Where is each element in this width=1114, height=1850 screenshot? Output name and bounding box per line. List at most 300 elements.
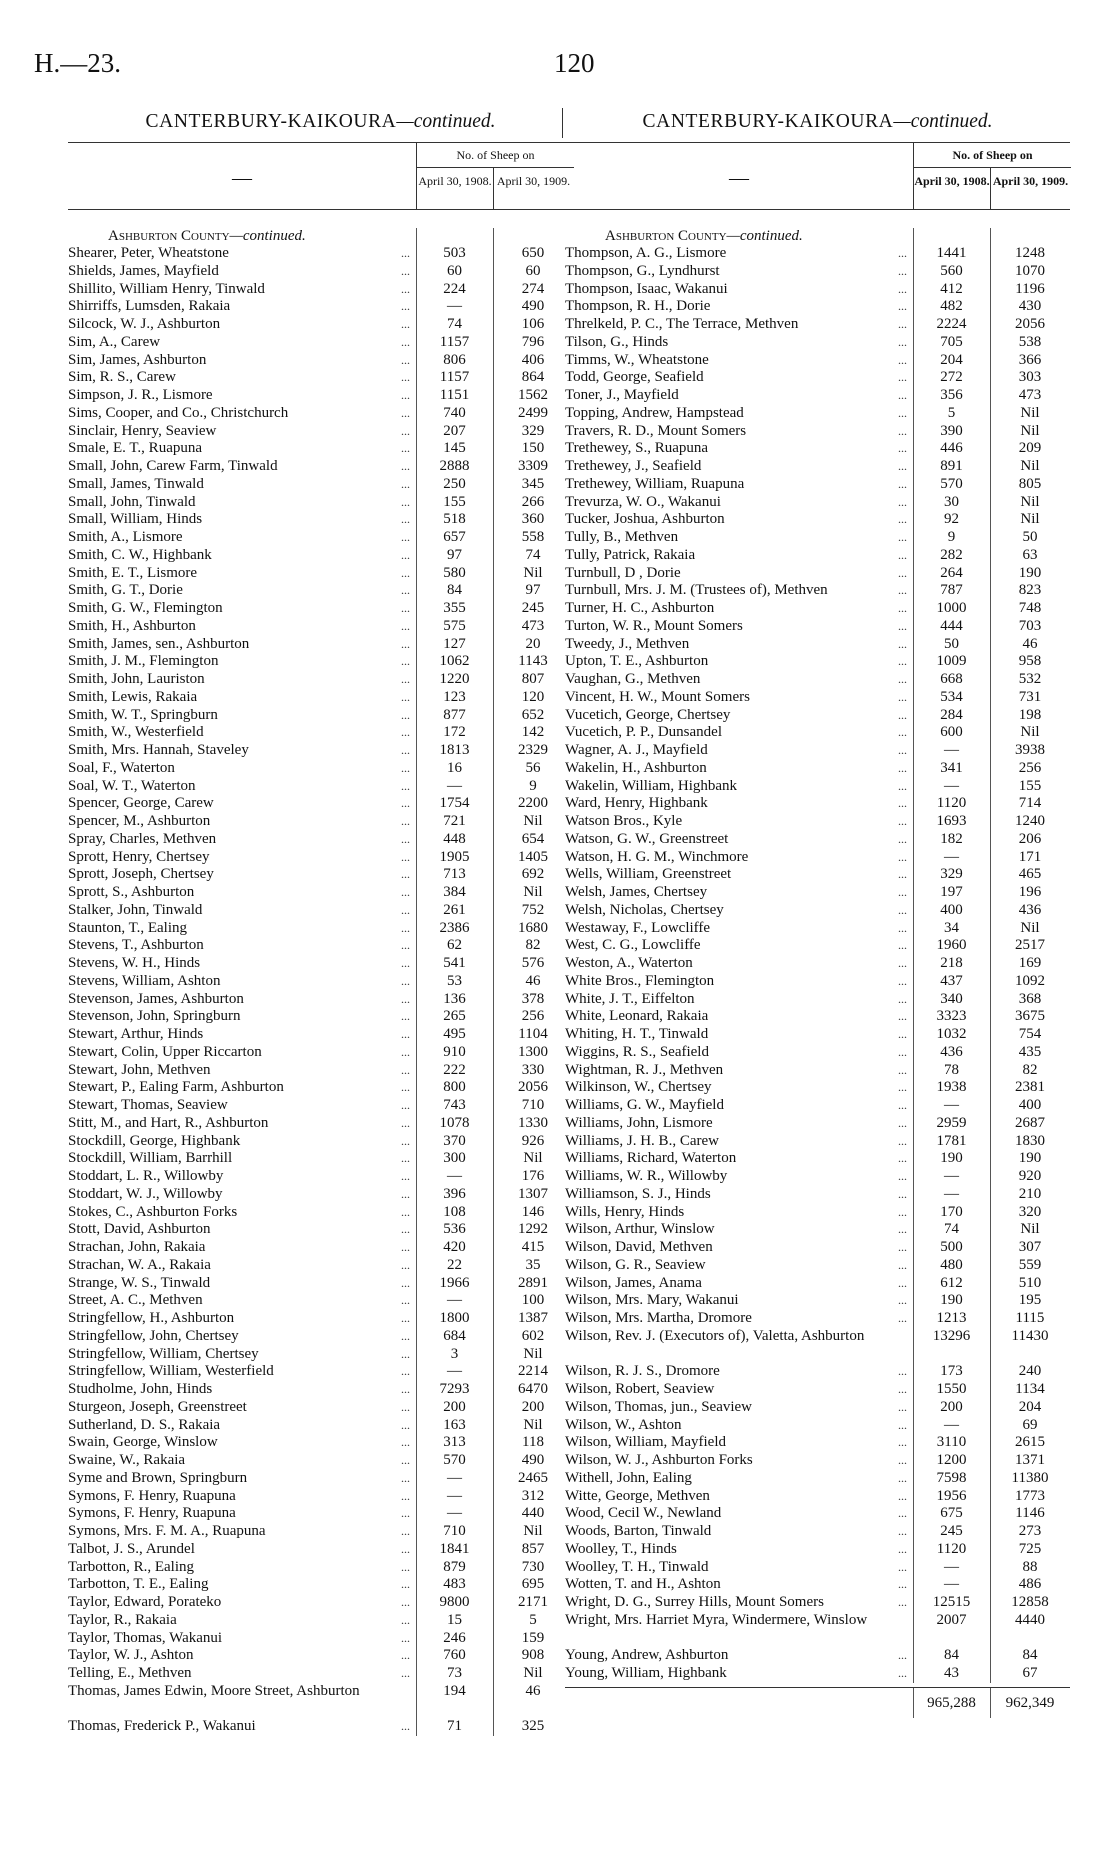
sheep-1909: Nil — [1020, 458, 1040, 474]
owner-name: Stevenson, John, Springburn ... — [68, 1008, 416, 1026]
sheep-1909: 176 — [521, 1168, 545, 1184]
owner-name: Williams, Richard, Waterton ... — [565, 1150, 913, 1168]
sheep-1908: 541 — [443, 955, 466, 971]
table-row — [68, 866, 573, 884]
owner-name: Wilson, Mrs. Martha, Dromore ... — [565, 1310, 913, 1328]
sheep-1909: 368 — [1018, 990, 1042, 1007]
sheep-1909: 106 — [521, 316, 545, 332]
table-row — [68, 1488, 573, 1506]
sheep-1909: 1070 — [1015, 262, 1045, 279]
table-row — [565, 1221, 1070, 1239]
owner-name: Welsh, James, Chertsey ... — [565, 884, 913, 902]
sheep-1909: 50 — [1022, 529, 1038, 545]
sheep-1908: 580 — [443, 564, 466, 581]
table-row — [68, 582, 573, 600]
sheep-1908: 612 — [940, 1274, 963, 1291]
sheep-1909: Nil — [523, 564, 543, 581]
year-1908-header: April 30, 1908. — [913, 168, 990, 209]
sheep-1908: 329 — [940, 866, 963, 883]
table-row — [565, 813, 1070, 831]
owner-name: Woolley, T., Hinds ... — [565, 1541, 913, 1559]
sheep-1909: 210 — [1018, 1185, 1042, 1202]
sheep-1909: 69 — [1022, 1416, 1038, 1433]
table-row — [68, 778, 573, 796]
sheep-1909: Nil — [1020, 422, 1040, 439]
owner-name: Stringfellow, William, Chertsey ... — [68, 1346, 416, 1364]
table-row — [565, 778, 1070, 796]
table-row — [68, 600, 573, 618]
sheep-1908: 384 — [443, 884, 466, 900]
table-row — [565, 955, 1070, 973]
table-row — [565, 334, 1070, 352]
owner-name: Thompson, Isaac, Wakanui ... — [565, 281, 913, 299]
owner-name: Syme and Brown, Springburn ... — [68, 1470, 416, 1488]
table-row — [68, 671, 573, 689]
owner-name: Stewart, Colin, Upper Riccarton ... — [68, 1044, 416, 1062]
sheep-1909: 958 — [1018, 653, 1042, 670]
sheep-1908: 218 — [940, 955, 963, 971]
owner-name: Sinclair, Henry, Seaview ... — [68, 423, 416, 441]
table-row — [565, 1292, 1070, 1310]
owner-name: Tarbotton, R., Ealing ... — [68, 1559, 416, 1577]
sheep-1908: 446 — [940, 440, 963, 457]
sheep-1908: 1151 — [439, 387, 470, 403]
table-row — [68, 281, 573, 299]
table-row — [68, 902, 573, 920]
sheep-1908: — — [944, 1097, 959, 1113]
owner-name: Soal, F., Waterton ... — [68, 760, 416, 778]
sheep-1908: 200 — [940, 1398, 963, 1415]
sheep-1908: 910 — [443, 1043, 466, 1060]
owner-name: Smith, A., Lismore ... — [68, 529, 416, 547]
table-row — [68, 1417, 573, 1435]
table-row — [565, 671, 1070, 689]
sheep-1908: 246 — [443, 1629, 466, 1646]
table-row — [565, 1275, 1070, 1293]
sheep-1908: 73 — [447, 1665, 462, 1681]
sheep-1908: 721 — [443, 813, 466, 829]
table-row — [68, 511, 573, 529]
table-row — [565, 1150, 1070, 1168]
sheep-1909: 200 — [521, 1398, 545, 1415]
sheep-1909: 118 — [522, 1434, 544, 1451]
owner-name: Turnbull, Mrs. J. M. (Trustees of), Methven ... — [565, 582, 913, 600]
owner-name: Taylor, W. J., Ashton ... — [68, 1647, 416, 1665]
owner-name: Stewart, Thomas, Seaview ... — [68, 1097, 416, 1115]
owner-name: Wills, Henry, Hinds ... — [565, 1204, 913, 1222]
table-row — [565, 387, 1070, 405]
owner-name: Shields, James, Mayfield ... — [68, 263, 416, 281]
sheep-1908: 518 — [443, 511, 466, 528]
sheep-1908: 710 — [443, 1523, 466, 1539]
right-table-header — [565, 142, 1070, 210]
owner-name: Smith, E. T., Lismore ... — [68, 565, 416, 583]
owner-name: Wagner, A. J., Mayfield ... — [565, 742, 913, 760]
owner-name: Williams, J. H. B., Carew ... — [565, 1133, 913, 1151]
sheep-1908: 570 — [940, 475, 963, 492]
table-row — [68, 795, 573, 813]
sheep-1909: 652 — [521, 706, 545, 723]
table-row — [68, 1115, 573, 1133]
sheep-1909: 67 — [1022, 1665, 1038, 1681]
owner-name: Trevurza, W. O., Wakanui ... — [565, 494, 913, 512]
owner-name: Tilson, G., Hinds ... — [565, 334, 913, 352]
sheep-1909: 807 — [521, 671, 545, 687]
owner-name: Weston, A., Waterton ... — [565, 955, 913, 973]
owner-name: Welsh, Nicholas, Chertsey ... — [565, 902, 913, 920]
sheep-count-header: No. of Sheep on — [416, 143, 574, 168]
owner-name: Smith, Mrs. Hannah, Staveley ... — [68, 742, 416, 760]
sheep-1908: 3 — [450, 1345, 459, 1362]
table-row — [565, 600, 1070, 618]
owner-name: Symons, F. Henry, Ruapuna ... — [68, 1505, 416, 1523]
table-row — [565, 937, 1070, 955]
table-row — [565, 689, 1070, 707]
sheep-1909: 576 — [521, 955, 545, 971]
table-row — [565, 1452, 1070, 1470]
owner-name: Thompson, R. H., Dorie ... — [565, 298, 913, 316]
sheep-1909: 307 — [1018, 1239, 1042, 1255]
sheep-1909: 1562 — [518, 387, 548, 403]
owner-name: Taylor, Thomas, Wakanui ... — [68, 1630, 416, 1648]
sheep-1908: 1062 — [439, 653, 470, 670]
sheep-1908: — — [944, 742, 959, 758]
owner-name: Williams, W. R., Willowby ... — [565, 1168, 913, 1186]
owner-name: Timms, W., Wheatstone ... — [565, 352, 913, 370]
sheep-1908: 272 — [940, 369, 963, 386]
table-row — [68, 1505, 573, 1523]
owner-name: Young, Andrew, Ashburton ... — [565, 1647, 913, 1665]
table-row — [68, 636, 573, 654]
table-row — [68, 1292, 573, 1310]
sheep-1908: 84 — [447, 582, 462, 599]
owner-name: Trethewey, William, Ruapuna ... — [565, 476, 913, 494]
sheep-1909: 330 — [521, 1061, 545, 1078]
sheep-1908: 1966 — [439, 1274, 470, 1291]
sheep-1909: 926 — [521, 1132, 545, 1149]
sheep-1908: 412 — [940, 280, 963, 297]
table-row — [565, 529, 1070, 547]
owner-name: Wakelin, William, Highbank ... — [565, 778, 913, 796]
owner-name: Wilson, David, Methven ... — [565, 1239, 913, 1257]
sheep-1908: 172 — [443, 724, 466, 741]
owner-name: Silcock, W. J., Ashburton ... — [68, 316, 416, 334]
table-row — [68, 1257, 573, 1275]
sheep-1909: 345 — [521, 475, 545, 492]
table-row — [68, 1168, 573, 1186]
sheep-1909: 4440 — [1015, 1611, 1045, 1628]
sheep-1908: 500 — [940, 1239, 963, 1255]
owner-name: Soal, W. T., Waterton ... — [68, 778, 416, 796]
year-1908-header: April 30, 1908. — [416, 168, 493, 209]
sheep-1908: 891 — [940, 458, 963, 474]
sheep-1909: Nil — [523, 1523, 543, 1539]
sheep-1909: 35 — [525, 1256, 541, 1273]
table-row — [68, 1026, 573, 1044]
table-row — [565, 1115, 1070, 1133]
table-row — [565, 1576, 1070, 1594]
sheep-1908: 145 — [443, 440, 466, 457]
table-row — [565, 1523, 1070, 1541]
sheep-1908: 155 — [443, 493, 466, 510]
table-row — [565, 795, 1070, 813]
table-row — [565, 440, 1070, 458]
sheep-1908: 222 — [443, 1061, 466, 1078]
owner-name: Stevens, William, Ashton ... — [68, 973, 416, 991]
sheep-1909: 171 — [1018, 848, 1042, 865]
owner-name: Upton, T. E., Ashburton ... — [565, 653, 913, 671]
table-row — [565, 1399, 1070, 1417]
table-row — [68, 742, 573, 760]
table-row — [68, 1381, 573, 1399]
sheep-1908: 1200 — [936, 1452, 967, 1468]
owner-name: Todd, George, Seafield ... — [565, 369, 913, 387]
owner-name: Wilkinson, W., Chertsey ... — [565, 1079, 913, 1097]
owner-name: Withell, John, Ealing ... — [565, 1470, 913, 1488]
sheep-1909: Nil — [1020, 404, 1040, 421]
sheep-1909: 650 — [521, 245, 545, 261]
owner-name: Woolley, T. H., Tinwald ... — [565, 1559, 913, 1577]
table-row — [68, 1363, 573, 1381]
sheep-1909: 325 — [521, 1718, 545, 1735]
sheep-1909: 1830 — [1015, 1132, 1045, 1149]
sheep-1909: 1143 — [518, 653, 548, 670]
sheep-1908: 1781 — [936, 1132, 967, 1149]
sheep-1909: 430 — [1018, 298, 1042, 315]
table-row — [68, 1647, 573, 1665]
sheep-1908: 743 — [443, 1097, 466, 1113]
owner-name: Topping, Andrew, Hampstead ... — [565, 405, 913, 423]
sheep-1908: 1813 — [439, 742, 470, 758]
sheep-1909: 159 — [521, 1629, 545, 1646]
table-row — [565, 1008, 1070, 1026]
sheep-1908: 1220 — [439, 671, 470, 687]
sheep-1909: 436 — [1018, 901, 1042, 918]
sheep-1909: 6470 — [518, 1381, 548, 1397]
sheep-1908: 705 — [940, 333, 963, 350]
owner-name: Swaine, W., Rakaia ... — [68, 1452, 416, 1470]
sheep-1909: 1292 — [518, 1221, 548, 1238]
sheep-1909: Nil — [1020, 511, 1040, 528]
table-row — [68, 1470, 573, 1488]
sheep-1909: 204 — [1018, 1398, 1042, 1415]
table-row — [68, 707, 573, 725]
sheep-1909: 731 — [1018, 688, 1042, 705]
sheep-1908: 420 — [443, 1239, 466, 1255]
table-row — [68, 831, 573, 849]
sheep-1909: Nil — [523, 1345, 543, 1362]
sheep-1908: 1550 — [936, 1381, 967, 1397]
sheep-1908: 170 — [940, 1203, 963, 1220]
table-row — [565, 1026, 1070, 1044]
table-row — [565, 263, 1070, 281]
table-row — [565, 1559, 1070, 1577]
table-row — [565, 316, 1070, 334]
sheep-1909: 303 — [1018, 369, 1042, 386]
owner-name: Stokes, C., Ashburton Forks ... — [68, 1204, 416, 1222]
sheep-1908: 879 — [443, 1558, 466, 1575]
sheep-1909: 486 — [1018, 1576, 1042, 1593]
total-1908: 965,288 — [927, 1694, 976, 1711]
owner-name: Vucetich, P. P., Dunsandel ... — [565, 724, 913, 742]
sheep-1908: 1157 — [439, 369, 470, 386]
table-row — [68, 760, 573, 778]
sheep-1909: 256 — [1018, 759, 1042, 776]
owner-name: Smith, J. M., Flemington ... — [68, 653, 416, 671]
sheep-1909: 695 — [521, 1576, 545, 1593]
sheep-1909: 1300 — [518, 1043, 548, 1060]
sheep-1909: 2171 — [518, 1594, 548, 1610]
table-row — [68, 440, 573, 458]
table-row — [68, 1541, 573, 1559]
sheep-1908: 1157 — [439, 333, 470, 350]
owner-name: Wilson, G. R., Seaview ... — [565, 1257, 913, 1275]
table-row — [565, 636, 1070, 654]
sheep-1909: 169 — [1018, 955, 1042, 971]
table-row — [68, 1594, 573, 1612]
sheep-1908: 444 — [940, 617, 963, 634]
owner-name: Small, John, Tinwald ... — [68, 494, 416, 512]
owner-name: Symons, Mrs. F. M. A., Ruapuna ... — [68, 1523, 416, 1541]
table-row — [68, 565, 573, 583]
sheep-1909: 3309 — [518, 458, 548, 474]
sheep-1909: 256 — [521, 1008, 545, 1025]
owner-name: Spencer, George, Carew ... — [68, 795, 416, 813]
table-row — [565, 494, 1070, 512]
table-row — [565, 618, 1070, 636]
table-row — [68, 387, 573, 405]
owner-name: Tully, B., Methven ... — [565, 529, 913, 547]
sheep-1908: 2007 — [936, 1611, 967, 1628]
table-row — [565, 1505, 1070, 1523]
left-table-body — [68, 228, 573, 1736]
sheep-1909: 908 — [521, 1647, 545, 1664]
table-row — [565, 281, 1070, 299]
table-row — [68, 369, 573, 387]
owner-name: Wilson, William, Mayfield ... — [565, 1434, 913, 1452]
table-row — [565, 1594, 1070, 1612]
owner-name: Stott, David, Ashburton ... — [68, 1221, 416, 1239]
table-row — [68, 618, 573, 636]
sheep-1909: 510 — [1018, 1274, 1042, 1291]
owner-name: Young, William, Highbank ... — [565, 1665, 913, 1683]
sheep-1909: 1330 — [518, 1114, 548, 1131]
sheep-1908: 495 — [443, 1026, 466, 1042]
sheep-1908: 2888 — [439, 458, 470, 474]
table-row — [565, 1079, 1070, 1097]
table-row — [565, 973, 1070, 991]
sheep-1908: — — [944, 1558, 959, 1575]
owner-name: Wells, William, Greenstreet ... — [565, 866, 913, 884]
owner-name: Sim, A., Carew ... — [68, 334, 416, 352]
owner-name: Symons, F. Henry, Ruapuna ... — [68, 1488, 416, 1506]
table-row — [565, 1434, 1070, 1452]
sheep-1909: 2687 — [1015, 1114, 1045, 1131]
table-row — [68, 1523, 573, 1541]
table-row — [68, 1346, 573, 1364]
table-row — [68, 1452, 573, 1470]
sheep-1908: 16 — [447, 759, 462, 776]
sheep-1909: 400 — [1018, 1097, 1042, 1113]
sheep-1908: 575 — [443, 617, 466, 634]
sheep-1908: 1441 — [936, 245, 967, 261]
sheep-1908: 62 — [447, 937, 462, 954]
owner-name: Strachan, John, Rakaia ... — [68, 1239, 416, 1257]
table-row — [68, 1434, 573, 1452]
sheep-1908: 1956 — [936, 1487, 967, 1504]
sheep-1908: 22 — [447, 1256, 462, 1273]
sheep-1908: 207 — [443, 422, 466, 439]
sheep-1909: 5 — [529, 1611, 537, 1628]
sheep-1909: 558 — [521, 529, 545, 545]
sheep-1908: 136 — [443, 990, 466, 1007]
sheep-1908: 370 — [443, 1132, 466, 1149]
sheep-1909: 56 — [525, 759, 541, 776]
table-row — [68, 1150, 573, 1168]
sheep-1908: 713 — [443, 866, 466, 883]
owner-name: Thomas, James Edwin, Moore Street, Ashburton — [68, 1682, 360, 1699]
sheep-1909: 796 — [521, 333, 545, 350]
sheep-1909: 60 — [525, 262, 541, 279]
sheep-1908: 9 — [947, 529, 956, 545]
sheep-1908: 2386 — [439, 919, 470, 936]
sheep-1909: 3938 — [1015, 742, 1045, 758]
sheep-1909: 435 — [1018, 1043, 1042, 1060]
sheep-1908: 284 — [940, 706, 963, 723]
table-row — [565, 724, 1070, 742]
owner-name: Street, A. C., Methven ... — [68, 1292, 416, 1310]
sheep-1909: 155 — [1018, 777, 1042, 794]
sheep-1909: 2517 — [1015, 937, 1045, 954]
sheep-1909: 1146 — [1015, 1505, 1045, 1522]
sheep-1909: 240 — [1018, 1363, 1042, 1380]
owner-name: Watson, G. W., Greenstreet ... — [565, 831, 913, 849]
table-row — [565, 1257, 1070, 1275]
owner-name: Sprott, S., Ashburton ... — [68, 884, 416, 902]
table-row — [68, 529, 573, 547]
sheep-1909: 2499 — [518, 404, 548, 421]
table-row — [68, 405, 573, 423]
sheep-1909: 754 — [1018, 1026, 1042, 1042]
owner-name: Stoddart, W. J., Willowby ... — [68, 1186, 416, 1204]
sheep-1909: 82 — [1022, 1061, 1038, 1078]
owner-name: Trethewey, S., Ruapuna ... — [565, 440, 913, 458]
sheep-1909: 415 — [521, 1239, 545, 1255]
sheep-1908: 675 — [940, 1505, 963, 1522]
owner-name: Williams, G. W., Mayfield ... — [565, 1097, 913, 1115]
owner-name: Stitt, M., and Hart, R., Ashburton ... — [68, 1115, 416, 1133]
sheep-1909: 312 — [521, 1487, 545, 1504]
right-column-title: CANTERBURY-KAIKOURA—continued. — [642, 111, 993, 132]
owner-name: Stringfellow, William, Westerfield ... — [68, 1363, 416, 1381]
sheep-1909: 196 — [1018, 884, 1042, 900]
sheep-1909: 602 — [521, 1327, 545, 1344]
sheep-1909: 2056 — [518, 1079, 548, 1096]
sheep-1908: 163 — [443, 1416, 466, 1433]
owner-name: Whiting, H. T., Tinwald ... — [565, 1026, 913, 1044]
table-row — [565, 423, 1070, 441]
owner-name: West, C. G., Lowcliffe ... — [565, 937, 913, 955]
sheep-1908: 400 — [940, 901, 963, 918]
sheep-1909: 2214 — [518, 1363, 548, 1380]
table-row — [68, 263, 573, 281]
table-row — [68, 1630, 573, 1648]
owner-name: White, J. T., Eiffelton ... — [565, 991, 913, 1009]
sheep-1908: — — [944, 1576, 959, 1593]
sheep-1908: 9800 — [439, 1594, 470, 1610]
sheep-1909: 274 — [521, 280, 545, 297]
sheep-1908: 806 — [443, 351, 466, 368]
